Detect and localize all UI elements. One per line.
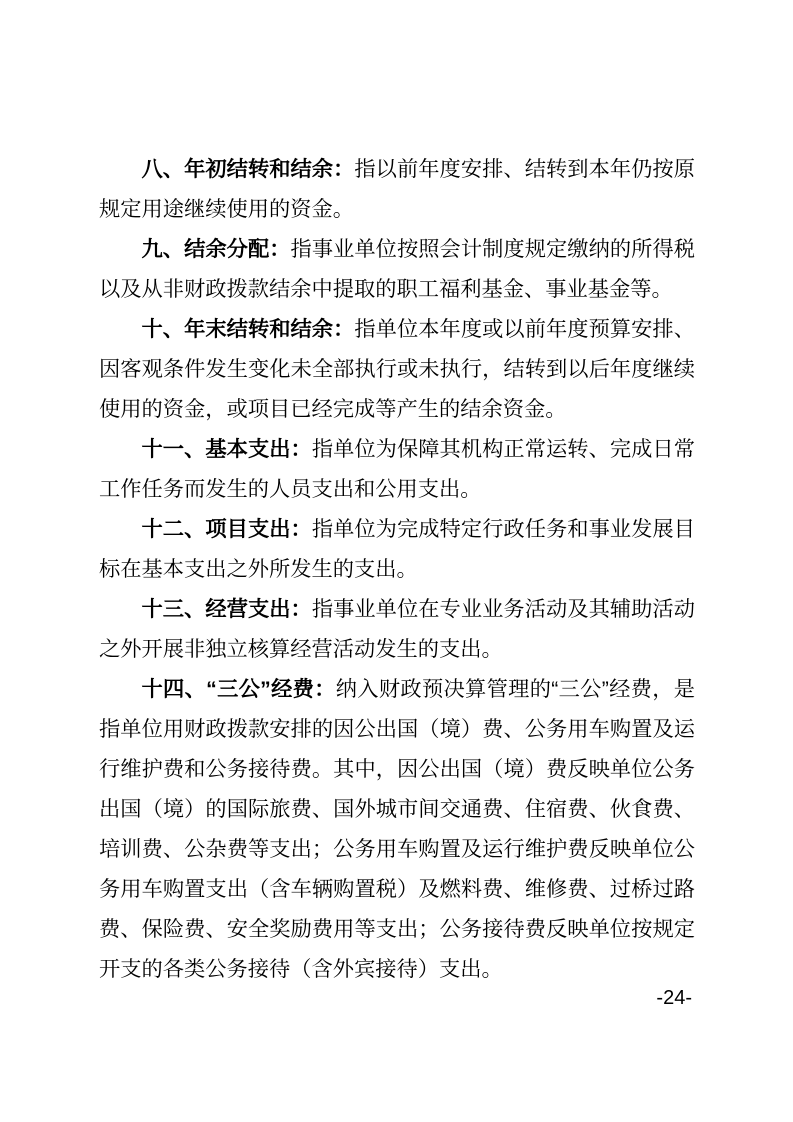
paragraph-term-8-heading: 八、年初结转和结余： [141,157,355,181]
paragraph-term-14-heading: 十四、“三公”经费： [141,677,336,701]
paragraph-term-14 [99,669,695,989]
paragraph-term-10 [99,309,695,429]
paragraph-term-12 [99,509,695,589]
paragraph-term-13-text: 指事业单位在专业业务活动及其辅助活动之外开展非独立核算经营活动发生的支出。 [99,597,695,661]
paragraph-term-11-heading: 十一、基本支出： [141,437,312,461]
paragraph-term-11-text: 指单位为保障其机构正常运转、完成日常工作任务而发生的人员支出和公用支出。 [99,437,695,501]
paragraph-term-14-text: 纳入财政预决算管理的“三公”经费，是指单位用财政拨款安排的因公出国（境）费、公务用车购置及运行维护费和公务接待费。其中，因公出国（境）费反映单位公务出国（境）的国际旅费、国外城市间交通费、住宿费、伙食费、培训费、公杂费等支出；公务用车购置及运行维护费反映单位公务用车购置支出（含车辆购置税）及燃料费、维修费、过桥过路费、保险费、安全奖励费用等支出；公务接待费反映单位按规定开支的各类公务接待（含外宾接待）支出。 [99,677,695,981]
paragraph-term-11 [99,429,695,509]
paragraph-term-13 [99,589,695,669]
paragraph-term-10-heading: 十、年末结转和结余： [141,317,355,341]
paragraph-term-9-heading: 九、结余分配： [141,237,291,261]
paragraph-term-9-text: 指事业单位按照会计制度规定缴纳的所得税以及从非财政拨款结余中提取的职工福利基金、事业基金等。 [99,237,695,301]
paragraph-term-9 [99,229,695,309]
paragraph-term-8-text: 指以前年度安排、结转到本年仍按原规定用途继续使用的资金。 [99,157,695,221]
paragraph-term-8 [99,149,695,229]
paragraph-term-13-heading: 十三、经营支出： [141,597,312,621]
paragraph-term-10-text: 指单位本年度或以前年度预算安排、因客观条件发生变化未全部执行或未执行，结转到以后年度继续使用的资金，或项目已经完成等产生的结余资金。 [99,317,695,421]
paragraph-term-12-text: 指单位为完成特定行政任务和事业发展目标在基本支出之外所发生的支出。 [99,517,695,581]
page-number: -24- [656,987,692,1009]
paragraph-term-12-heading: 十二、项目支出： [141,517,312,541]
document-body [99,149,695,989]
